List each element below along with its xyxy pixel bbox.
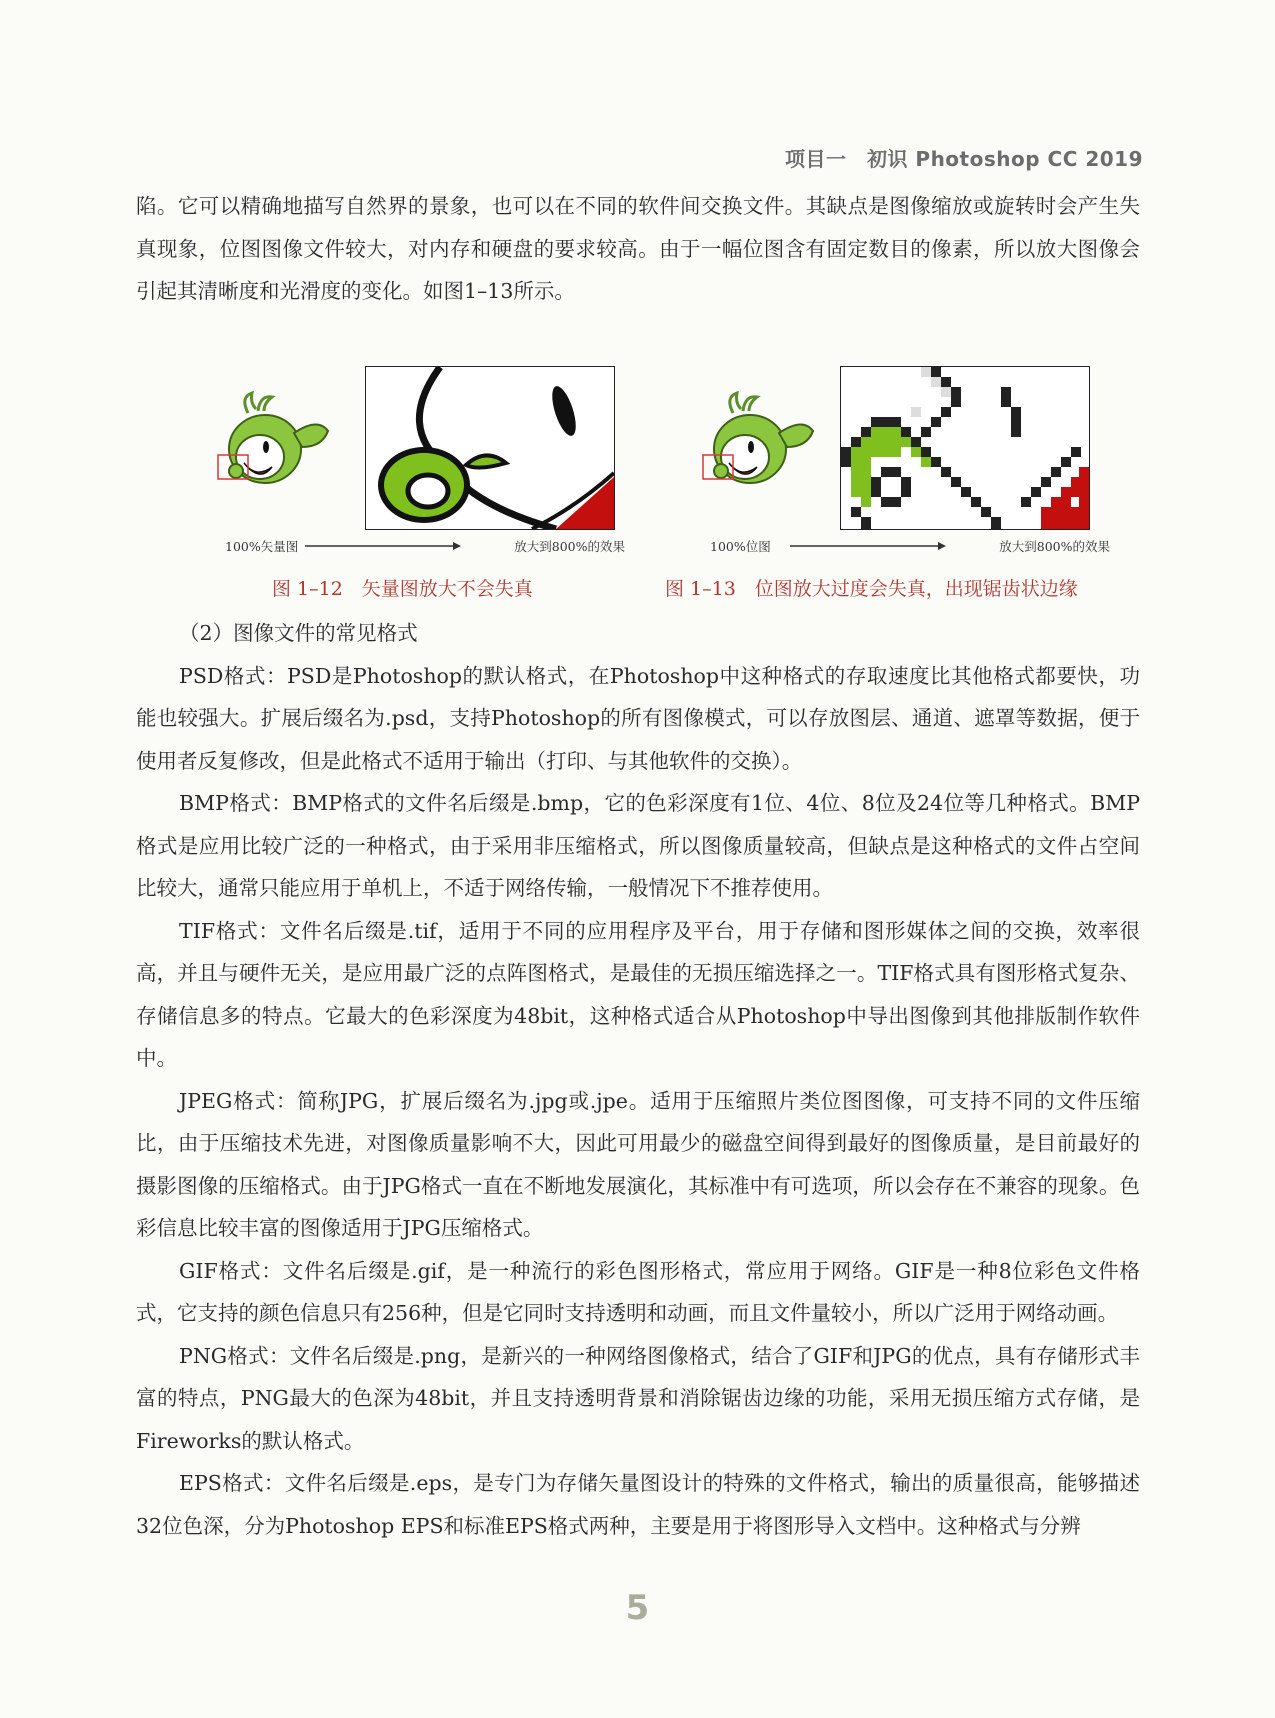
paragraph-eps: EPS格式：文件名后缀是.eps，是专门为存储矢量图设计的特殊的文件格式，输出的质量很高，能够描述32位色深，分为Photoshop EPS和标准EPS格式两种，主要是用于将图形导入文档中。这种格式与分辨 <box>136 1471 1140 1538</box>
running-header: 项目一 初识 Photoshop CC 2019 <box>784 147 1143 171</box>
page-number: 5 <box>625 1588 650 1628</box>
left-label: 100%位图 <box>710 539 771 554</box>
paragraph-png: PNG格式：文件名后缀是.png，是新兴的一种网络图像格式，结合了GIF和JPG的优点，具有存储形式丰富的特点，PNG最大的色深为48bit，并且支持透明背景和消除锯齿边缘的功能，采用无损压缩方式存储，是Fireworks的默认格式。 <box>136 1343 1140 1453</box>
body-text-block <box>136 612 1140 1547</box>
figure-label-row <box>710 534 1110 558</box>
paragraph-psd: PSD格式：PSD是Photoshop的默认格式，在Photoshop中这种格式的存取速度比其他格式都要快，功能也较强大。扩展后缀名为.psd，支持Photoshop的所有图像模式，可以存放图层、通道、遮罩等数据，便于使用者反复修改，但是此格式不适用于输出（打印、与其他软件的交换）。 <box>136 663 1140 773</box>
figure-caption: 图 1–12 矢量图放大不会失真 <box>272 578 533 600</box>
right-label: 放大到800%的效果 <box>514 539 625 554</box>
paragraph-bmp: BMP格式：BMP格式的文件名后缀是.bmp，它的色彩深度有1位、4位、8位及24位等几种格式。BMP格式是应用比较广泛的一种格式，由于采用非压缩格式，所以图像质量较高，但缺点是这种格式的文件占空间比较大，通常只能应用于单机上，不适于网络传输，一般情况下不推荐使用。 <box>136 791 1140 900</box>
section-heading: （2）图像文件的常见格式 <box>179 621 418 645</box>
right-label: 放大到800%的效果 <box>999 539 1110 554</box>
paragraph-tif: TIF格式：文件名后缀是.tif，适用于不同的应用程序及平台，用于存储和图形媒体之间的交换，效率很高，并且与硬件无关，是应用最广泛的点阵图格式，是最佳的无损压缩选择之一。TIF格式具有图形格式复杂、存储信息多的特点。它最大的色彩深度为48bit，这种格式适合从Photoshop中导出图像到其他排版制作软件中。 <box>136 918 1140 1070</box>
paragraph-jpeg: JPEG格式：简称JPG，扩展后缀名为.jpg或.jpe。适用于压缩照片类位图图像，可支持不同的文件压缩比，由于压缩技术先进，对图像质量影响不大，因此可用最少的磁盘空间得到最好的图像质量，是目前最好的摄影图像的压缩格式。由于JPG格式一直在不断地发展演化，其标准中有可选项，所以会存在不兼容的现象。色彩信息比较丰富的图像适用于JPG压缩格式。 <box>136 1088 1140 1240</box>
left-label: 100%矢量图 <box>225 539 299 554</box>
zoom-vector-image <box>365 366 615 530</box>
paragraph-gif: GIF格式：文件名后缀是.gif，是一种流行的彩色图形格式，常应用于网络。GIF是一种8位彩色文件格式，它支持的颜色信息只有256种，但是它同时支持透明和动画，而且文件量较小，所以广泛用于网络动画。 <box>136 1258 1140 1325</box>
figure-caption: 图 1–13 位图放大过度会失真，出现锯齿状边缘 <box>665 578 1078 600</box>
mascot-vector-image <box>210 391 335 491</box>
mascot-bitmap-image <box>695 391 820 491</box>
arrow-right-icon <box>790 534 950 558</box>
arrow-right-icon <box>305 534 465 558</box>
paragraph-continued: 陷。它可以精确地描写自然界的景象，也可以在不同的软件间交换文件。其缺点是图像缩放或旋转时会产生失真现象，位图图像文件较大，对内存和硬盘的要求较高。由于一幅位图含有固定数目的像素，所以放大图像会引起其清晰度和光滑度的变化。如图1–13所示。 <box>136 194 1140 303</box>
figure-1-13 <box>665 356 1110 600</box>
top-paragraph-block <box>136 185 1140 313</box>
figure-label-row <box>225 534 625 558</box>
zoom-bitmap-image <box>840 366 1090 530</box>
figure-1-12 <box>210 356 625 600</box>
